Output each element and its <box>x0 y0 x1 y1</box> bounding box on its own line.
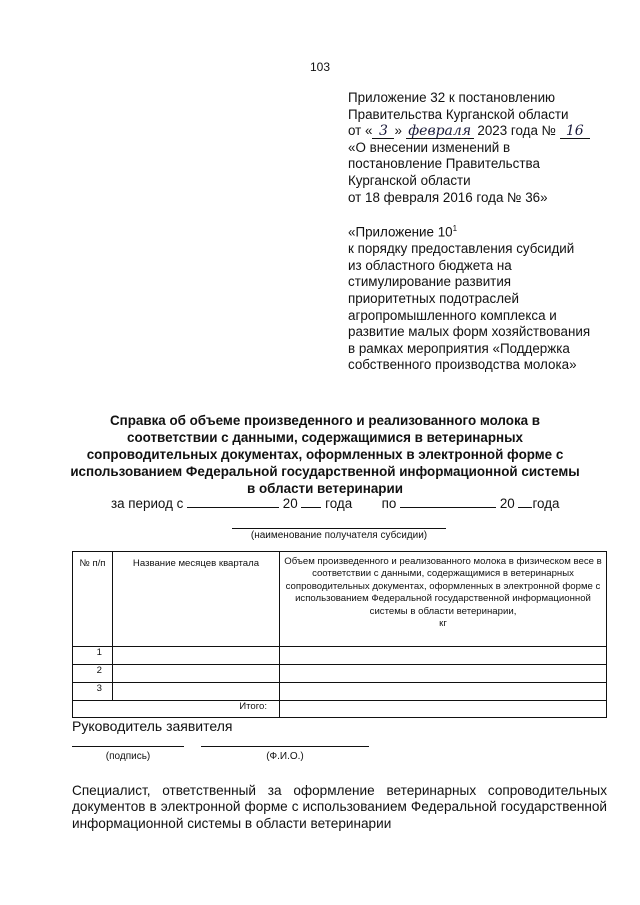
header-volume <box>280 552 607 647</box>
period-to-label: по <box>381 496 397 511</box>
appendix-line: Курганской области <box>348 172 471 188</box>
volume-cell[interactable] <box>280 665 607 683</box>
table-row <box>73 647 607 665</box>
title-line: соответствии с данными, содержащимися в ветеринарных <box>127 430 523 445</box>
year-prefix: 20 <box>282 496 298 511</box>
annex-line: развитие малых форм хозяйствования <box>348 324 591 340</box>
title-line: Справка об объеме произведенного и реализованного молока в <box>109 413 541 428</box>
volume-cell[interactable] <box>280 683 607 701</box>
row-number: 3 <box>73 683 113 701</box>
total-row <box>73 701 607 718</box>
annex-title: «Приложение $10^1$ <box>348 224 458 240</box>
head-label: Руководитель заявителя <box>72 718 233 734</box>
date-quote: » <box>394 123 402 139</box>
signature-line[interactable] <box>72 746 184 747</box>
period-line <box>111 496 559 511</box>
recipient-line[interactable] <box>232 528 446 529</box>
month-cell[interactable] <box>113 683 280 701</box>
name-caption: (Ф.И.О.) <box>266 751 304 762</box>
volume-cell[interactable] <box>280 647 607 665</box>
handwritten-number: 16 <box>560 125 590 139</box>
annex-line: собственного производства молока» <box>348 357 577 373</box>
appendix-line: Приложение 32 к постановлению <box>348 90 556 105</box>
appendix-block <box>348 90 618 374</box>
period-to-blank[interactable] <box>400 496 496 508</box>
table-header-row <box>73 552 607 647</box>
annex-line: стимулирование развития <box>348 274 512 290</box>
appendix-line: от 18 февраля 2016 года № 36» <box>348 189 548 205</box>
row-number: 2 <box>73 665 113 683</box>
annex-line: приоритетных подотраслей <box>348 291 519 306</box>
page-number: 103 <box>309 60 331 74</box>
header-volume-text: Объем произведенного и реализованного молока в физическом весе в соответствии с данными, содержащимися в ветеринарных сопроводительных документах, оформленных в электронной форме с использованием Федеральной государственной информационной системы в области ветеринарии, <box>284 556 602 617</box>
signature-caption: (подпись) <box>105 751 151 762</box>
table-row <box>73 683 607 701</box>
handwritten-day: 3 <box>372 125 394 139</box>
name-line[interactable] <box>201 746 369 747</box>
year-blank[interactable] <box>518 496 532 508</box>
header-num: № п/п <box>73 552 113 647</box>
year-blank[interactable] <box>301 496 321 508</box>
handwritten-month: февраля <box>406 125 474 139</box>
date-prefix: от « <box>348 123 373 139</box>
month-cell[interactable] <box>113 665 280 683</box>
annex-sup: 1 <box>452 224 458 234</box>
milk-volume-table <box>72 551 607 718</box>
period-from-blank[interactable] <box>187 496 279 508</box>
annex-line: агропромышленного комплекса и <box>348 307 557 323</box>
total-cell[interactable] <box>280 701 607 718</box>
appendix-date-line <box>348 123 618 140</box>
annex-line: к порядку предоставления субсидий <box>348 241 575 257</box>
document-title <box>60 412 590 497</box>
appendix-line: Правительства Курганской области <box>348 106 569 122</box>
title-line: использованием Федеральной государственной информационной системы <box>70 464 580 479</box>
recipient-caption: (наименование получателя субсидии) <box>250 530 428 541</box>
specialist-paragraph: Специалист, ответственный за оформление ветеринарных сопроводительных документов в электронной форме с использованием Федеральной государственной информационной системы в области ветеринарии <box>72 783 607 831</box>
title-line: в области ветеринарии <box>247 481 403 496</box>
header-month: Название месяцев квартала <box>113 552 280 647</box>
header-unit: кг <box>439 618 447 630</box>
table-row <box>73 665 607 683</box>
annex-line: из областного бюджета на <box>348 257 512 273</box>
title-line: сопроводительных документах, оформленных в электронной форме с <box>86 447 564 462</box>
annex-line: в рамках мероприятия «Поддержка <box>348 340 570 356</box>
appendix-line: постановление Правительства <box>348 156 540 172</box>
total-label: Итого: <box>73 701 280 718</box>
year-word: года <box>532 496 560 511</box>
appendix-line: «О внесении изменений в <box>348 139 511 155</box>
year-word: года <box>325 496 353 511</box>
date-year: 2023 года № <box>477 123 556 139</box>
month-cell[interactable] <box>113 647 280 665</box>
period-from-label: за период с <box>111 496 184 511</box>
year-prefix: 20 <box>499 496 515 511</box>
row-number: 1 <box>73 647 113 665</box>
